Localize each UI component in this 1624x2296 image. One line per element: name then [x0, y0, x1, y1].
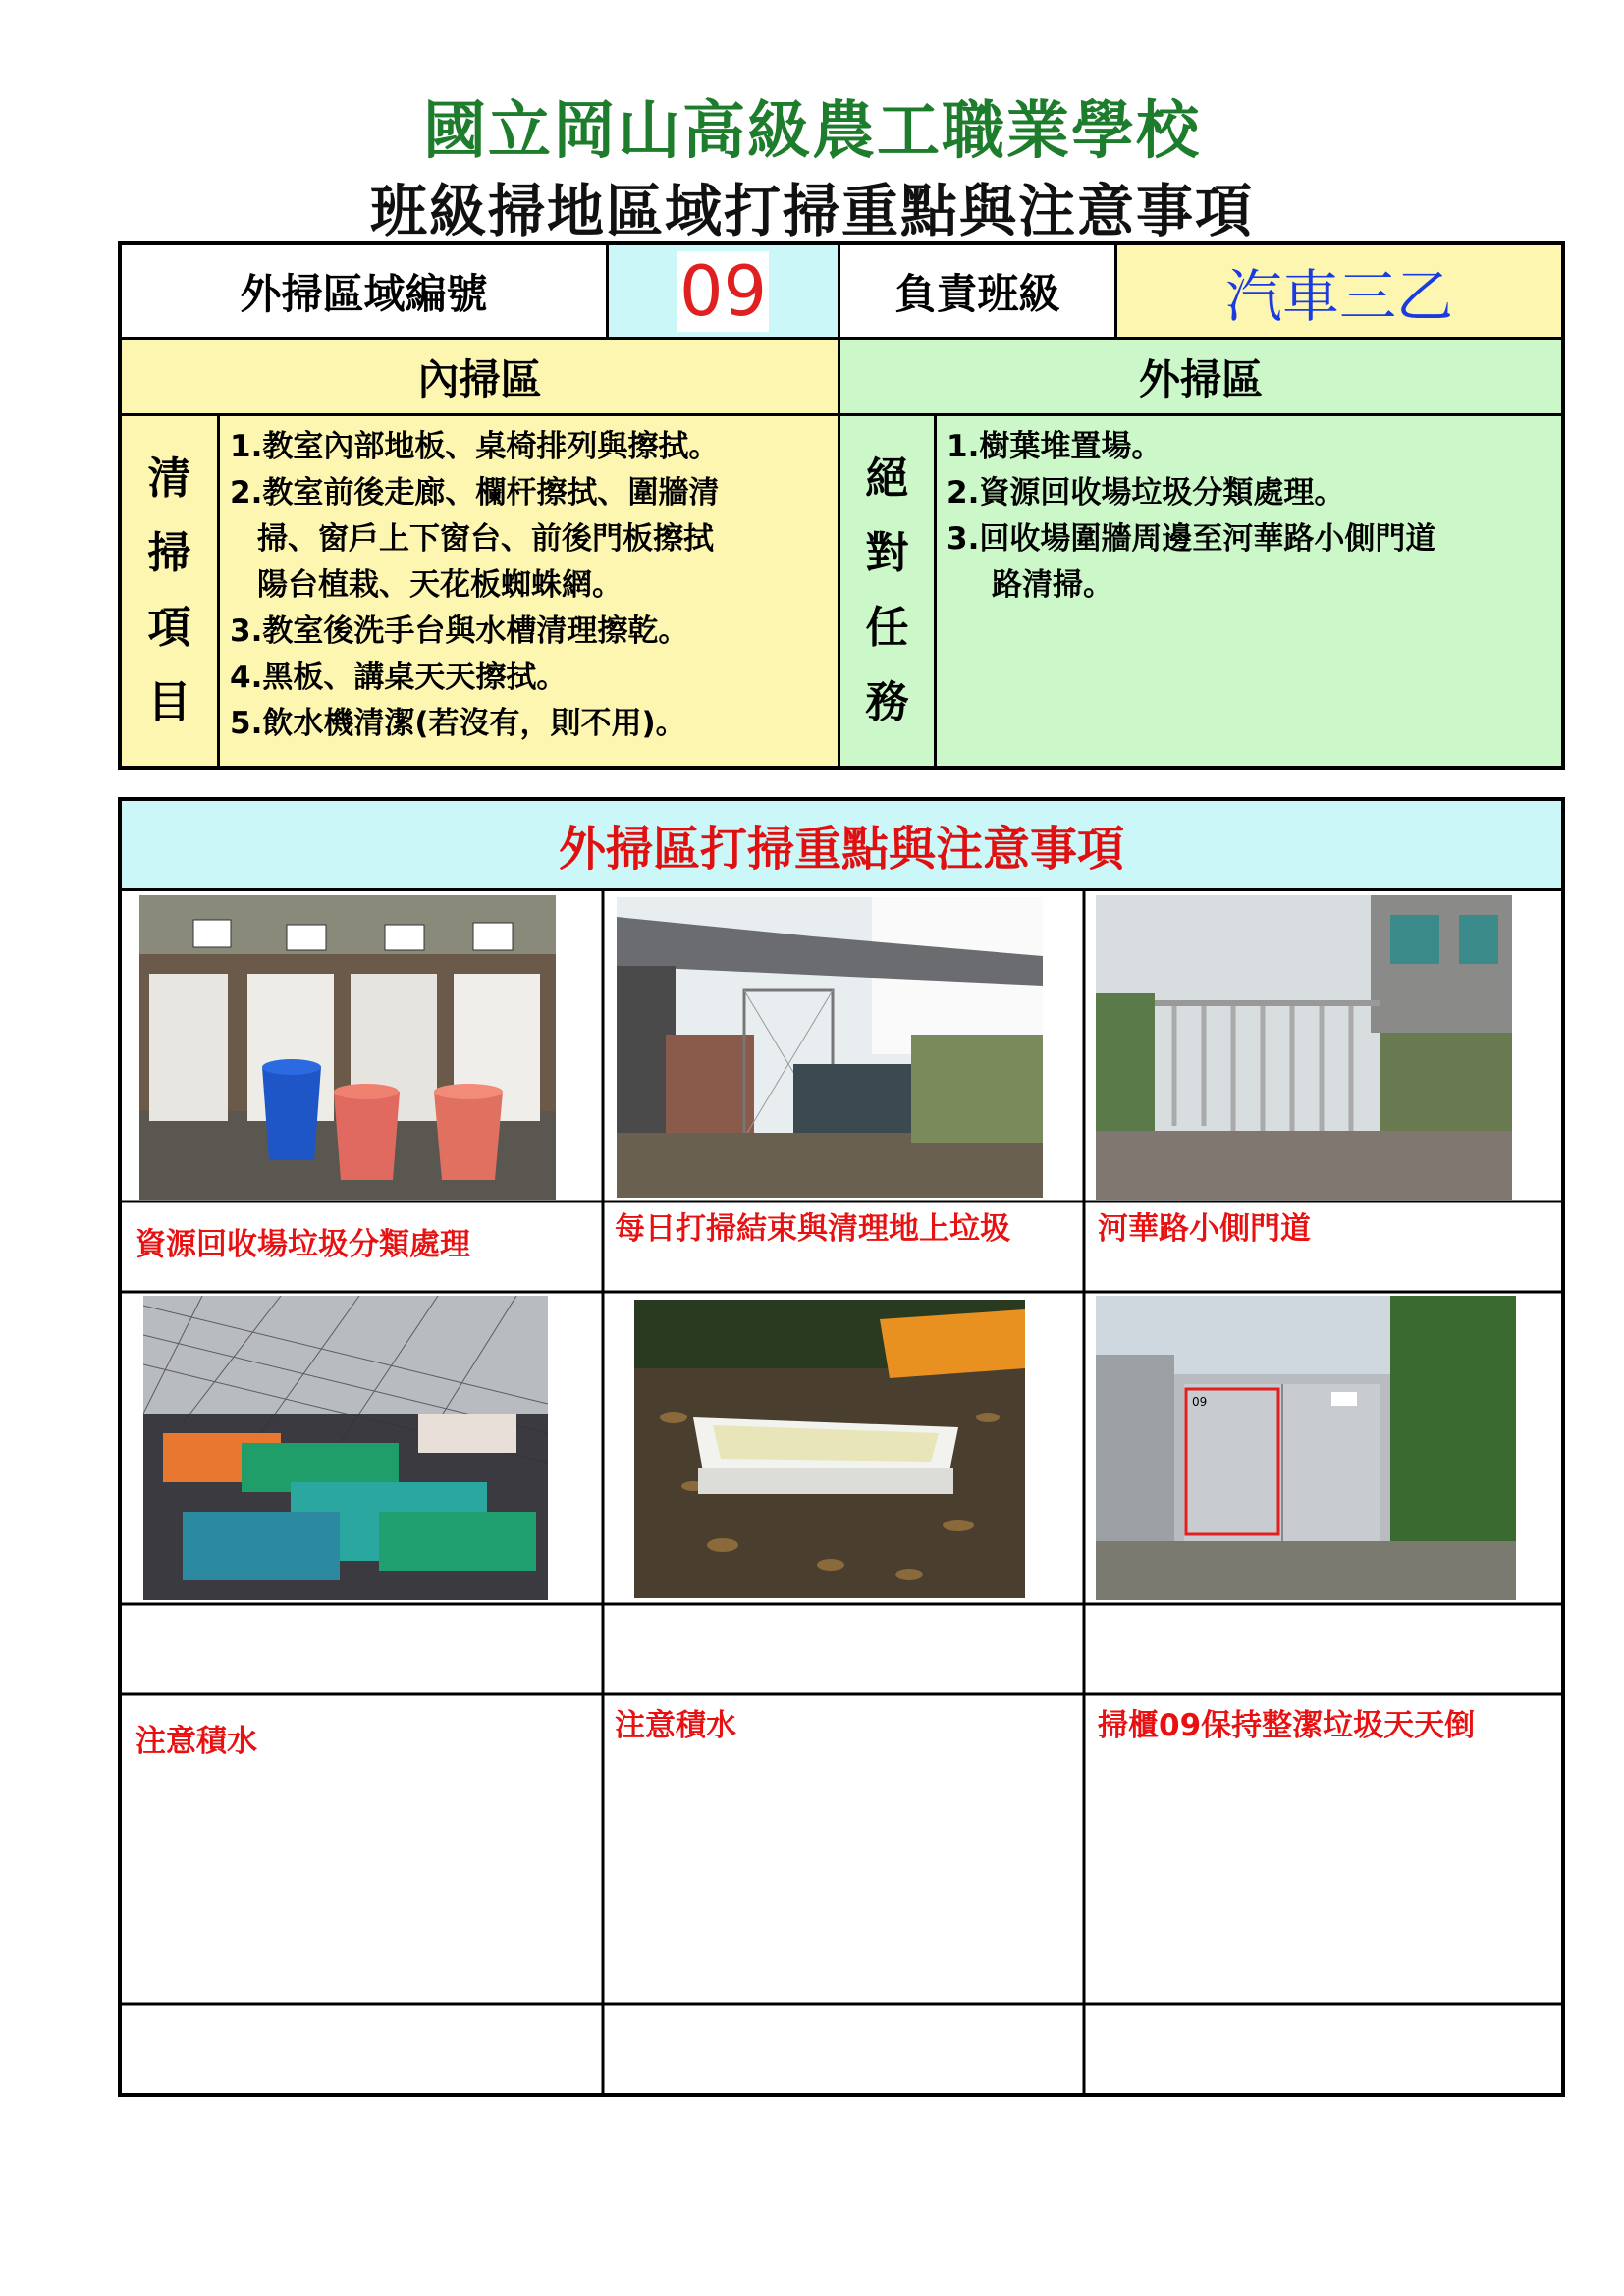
zone-label: 外掃區域編號: [122, 245, 609, 340]
school-title: 國立岡山高級農工職業學校: [423, 95, 1201, 168]
vertical-char: 目: [147, 677, 191, 727]
vertical-char: 任: [865, 603, 909, 653]
list-item: 5.飲水機清潔(若沒有，則不用)。: [230, 706, 686, 741]
list-item: 掃、窗戶上下窗台、前後門板擦拭: [257, 521, 714, 557]
photo-caption: 資源回收場垃圾分類處理: [135, 1227, 470, 1262]
list-item: 3.教室後洗手台與水槽清理擦乾。: [230, 614, 689, 649]
standing-water-photo-1: [143, 1296, 548, 1600]
photo-caption: 每日打掃結束與清理地上垃圾: [615, 1211, 1010, 1247]
vertical-char: 務: [865, 677, 909, 727]
photo-section-title: 外掃區打掃重點與注意事項: [122, 801, 1561, 891]
outer-vertical-label: [840, 416, 937, 766]
side-gate-photo: [1096, 895, 1512, 1200]
zone-number-cell: [609, 245, 840, 340]
list-item: 2.教室前後走廊、欄杆擦拭、圍牆清: [230, 475, 720, 510]
list-item: 1.教室內部地板、桌椅排列與擦拭。: [230, 429, 720, 464]
zone-number: 09: [678, 250, 768, 332]
recycling-area-photo: [139, 895, 556, 1200]
vertical-char: 掃: [147, 528, 191, 578]
list-item: 陽台植栽、天花板蜘蛛網。: [257, 567, 623, 603]
gate-area-photo: [617, 897, 1043, 1198]
standing-water-photo-2: [634, 1300, 1025, 1598]
list-item: 3.回收場圍牆周邊至河華路小側門道: [947, 521, 1436, 557]
vertical-char: 項: [147, 603, 191, 653]
vertical-char: 絕: [865, 454, 909, 504]
list-item: 4.黑板、講桌天天擦拭。: [230, 660, 568, 695]
photo-caption: 河華路小側門道: [1098, 1211, 1311, 1247]
photo-table: [118, 797, 1565, 2097]
class-name-cell: [1117, 245, 1561, 340]
list-item: 1.樹葉堆置場。: [947, 429, 1163, 464]
list-item: 2.資源回收場垃圾分類處理。: [947, 475, 1345, 510]
photo-caption: 掃櫃09保持整潔垃圾天天倒: [1098, 1708, 1476, 1743]
photo-caption: 注意積水: [615, 1708, 736, 1743]
inner-items-list: [220, 416, 840, 766]
vertical-char: 對: [865, 528, 909, 578]
inner-vertical-label: [122, 416, 220, 766]
duty-table: [118, 241, 1565, 770]
class-name: 汽車三乙: [1224, 262, 1453, 330]
page-subtitle: 班級掃地區域打掃重點與注意事項: [369, 178, 1254, 244]
inner-zone-title: 內掃區: [122, 340, 840, 416]
photo-caption: 注意積水: [135, 1724, 257, 1759]
class-label: 負責班級: [840, 245, 1117, 340]
outer-items-list: [937, 416, 1561, 766]
cabinet-sign-text: 09: [1192, 1395, 1208, 1409]
outer-zone-title: 外掃區: [840, 340, 1561, 416]
cabinet-photo: [1096, 1296, 1516, 1600]
vertical-char: 清: [147, 454, 191, 504]
list-item: 路清掃。: [992, 567, 1113, 603]
